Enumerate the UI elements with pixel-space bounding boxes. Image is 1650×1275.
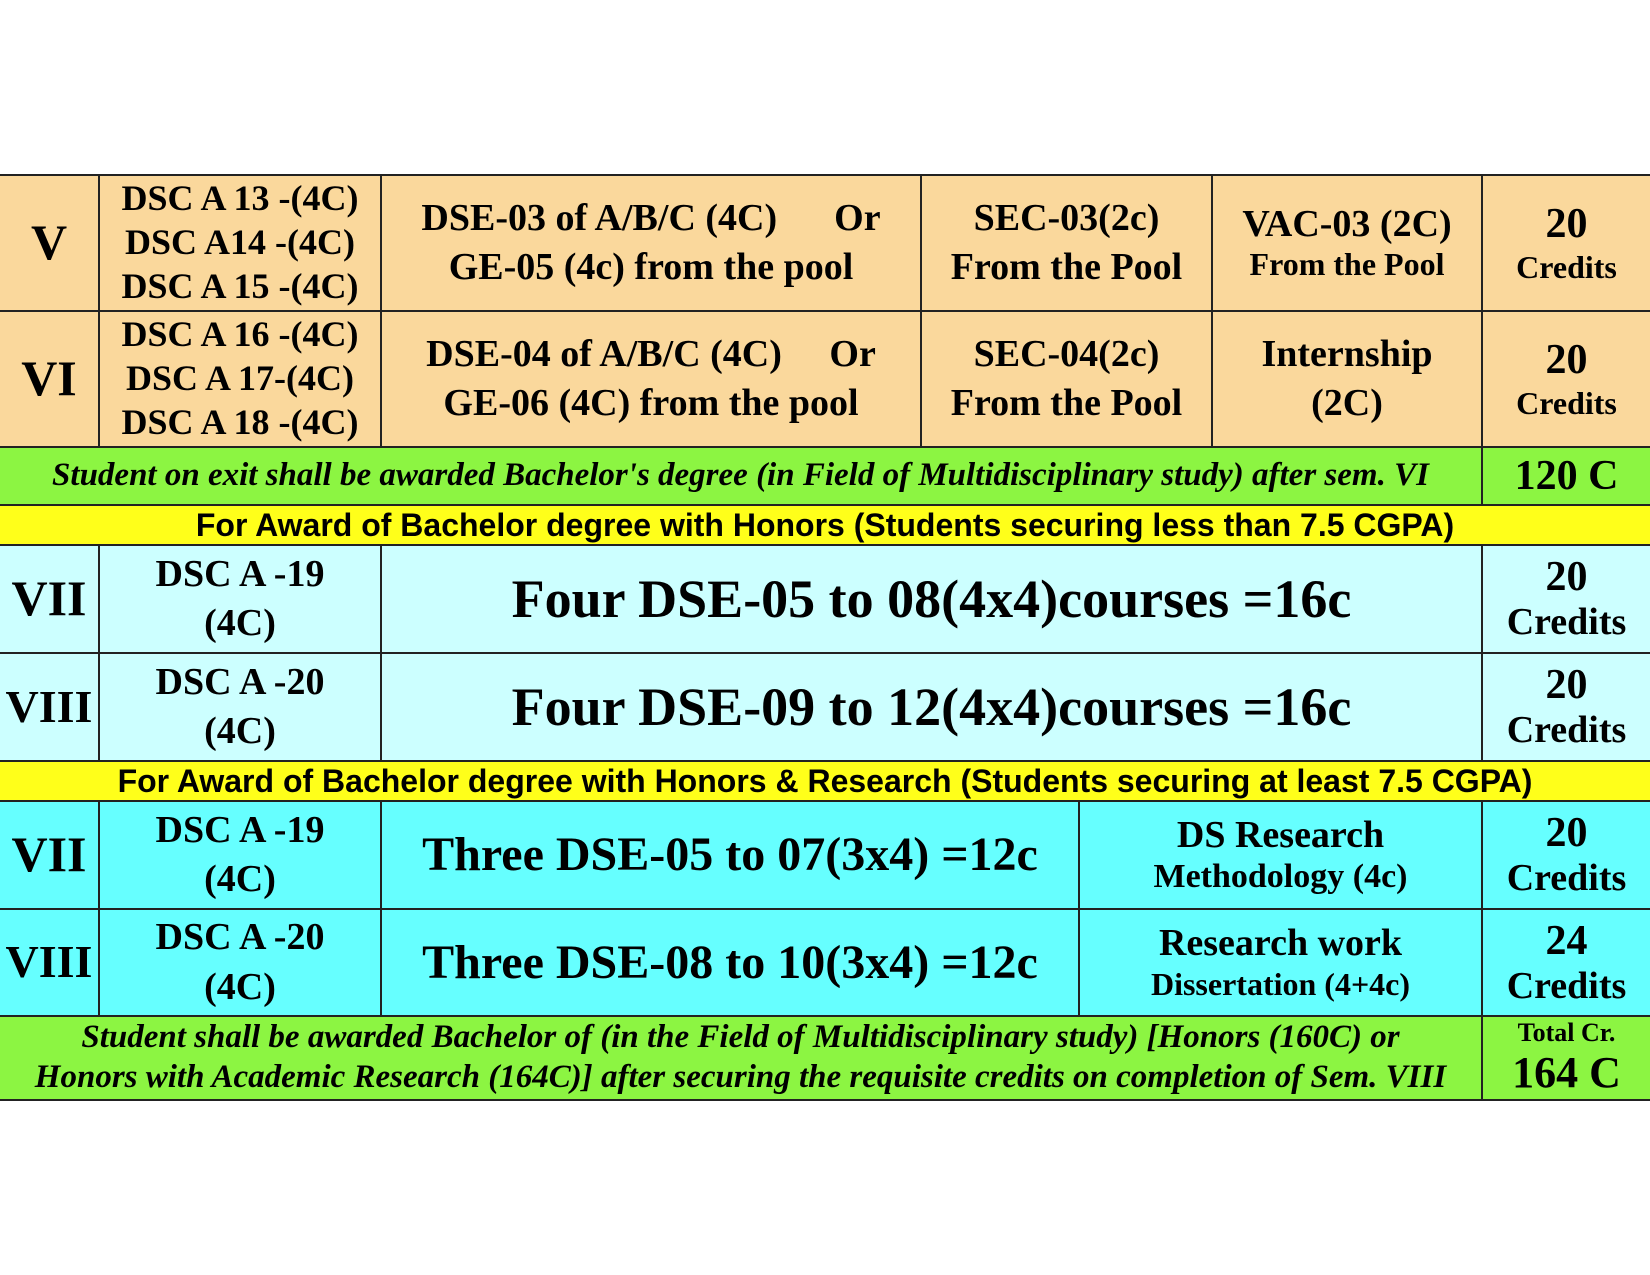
dsc-course <box>100 546 382 652</box>
research-section-header <box>0 760 1650 800</box>
research-band-text: For Award of Bachelor degree with Honors & Research (Students securing at least 7.5 CGPA) <box>117 762 1533 799</box>
credits-number: 24 <box>1545 917 1588 964</box>
credits-number: 20 <box>1545 662 1588 708</box>
semester-viii-label: VIII <box>5 680 93 732</box>
dsc-line: DSC A -20 <box>155 660 325 703</box>
semester-credits <box>1483 176 1650 310</box>
dsc-line: DSC A -20 <box>155 916 325 959</box>
ge-line: GE-05 (4c) from the pool <box>448 246 854 288</box>
sec-pool-line: From the Pool <box>950 246 1183 288</box>
dse-line: DSE-03 of A/B/C (4C) Or <box>421 197 881 240</box>
semester-credits <box>1483 802 1650 908</box>
dsc-courses <box>100 312 382 446</box>
credits-label: Credits <box>1506 709 1627 752</box>
semester-viii-label: VIII <box>5 936 93 988</box>
credits-label: Credits <box>1516 384 1617 421</box>
research-sub-line: Methodology (4c) <box>1153 858 1408 896</box>
semester-vi-label: VI <box>21 350 77 407</box>
dse-courses <box>382 546 1483 652</box>
research-semester-vii-row <box>0 800 1650 908</box>
exit-credits <box>1483 448 1650 504</box>
semester-label <box>0 546 100 652</box>
dsc-course <box>100 802 382 908</box>
sec-line: SEC-04(2c) <box>973 333 1160 376</box>
dsc-line: DSC A 16 -(4C) <box>121 314 359 355</box>
credits-label: Credits <box>1506 601 1627 644</box>
honors-section-header <box>0 504 1650 544</box>
exit-award-statement: Student on exit shall be awarded Bachelor's degree (in Field of Multidisciplinary study) after sem. VI <box>52 457 1429 494</box>
semester-v-label: V <box>30 214 68 271</box>
semester-label <box>0 910 100 1015</box>
sec-line: SEC-03(2c) <box>973 197 1160 240</box>
dse-ge-options <box>382 176 922 310</box>
dse-courses-text: Four DSE-05 to 08(4x4)courses =16c <box>511 568 1352 629</box>
final-award-text <box>0 1017 1483 1099</box>
semester-credits <box>1483 546 1650 652</box>
semester-vi-row <box>0 310 1650 446</box>
semester-vii-label: VII <box>11 826 87 883</box>
sec-pool-line: From the Pool <box>950 382 1183 424</box>
dsc-line: DSC A 18 -(4C) <box>121 401 359 442</box>
exit-award-text <box>0 448 1483 504</box>
sec-course <box>922 312 1213 446</box>
total-credits <box>1483 1017 1650 1099</box>
dse-courses <box>382 802 1080 908</box>
dse-courses-text: Three DSE-08 to 10(3x4) =12c <box>422 935 1038 989</box>
semester-vii-label: VII <box>11 570 87 627</box>
dse-courses-text: Three DSE-05 to 07(3x4) =12c <box>422 828 1038 882</box>
semester-label <box>0 802 100 908</box>
honors-band-text: For Award of Bachelor degree with Honors (Students securing less than 7.5 CGPA) <box>195 506 1455 543</box>
credits-number: 20 <box>1545 201 1588 248</box>
research-semester-viii-row <box>0 908 1650 1015</box>
credits-number: 20 <box>1545 810 1588 856</box>
research-course <box>1080 802 1483 908</box>
semester-credits <box>1483 910 1650 1015</box>
final-award-row <box>0 1015 1650 1101</box>
dsc-credit-line: (4C) <box>204 858 276 900</box>
internship-course <box>1213 312 1483 446</box>
dse-courses <box>382 654 1483 760</box>
semester-label <box>0 312 100 446</box>
sec-course <box>922 176 1213 310</box>
vac-course <box>1213 176 1483 310</box>
ge-line: GE-06 (4C) from the pool <box>443 382 859 424</box>
dsc-courses <box>100 176 382 310</box>
dse-courses-text: Four DSE-09 to 12(4x4)courses =16c <box>511 676 1352 737</box>
dsc-line: DSC A -19 <box>155 808 325 851</box>
total-credits-label: Total Cr. <box>1517 1017 1616 1047</box>
semester-credits <box>1483 312 1650 446</box>
total-credits-value: 164 C <box>1512 1047 1621 1097</box>
credits-label: Credits <box>1506 857 1627 900</box>
internship-line: Internship <box>1261 333 1433 376</box>
credits-label: Credits <box>1516 248 1617 285</box>
internship-credit-line: (2C) <box>1311 382 1383 424</box>
credits-number: 20 <box>1545 554 1588 600</box>
research-sub-line: Dissertation (4+4c) <box>1150 965 1411 1002</box>
dsc-line: DSC A14 -(4C) <box>125 222 355 263</box>
final-award-line: Honors with Academic Research (164C)] after securing the requisite credits on completion of Sem. VIII <box>34 1059 1447 1095</box>
dse-courses <box>382 910 1080 1015</box>
dsc-credit-line: (4C) <box>204 965 276 1008</box>
dsc-credit-line: (4C) <box>204 602 276 644</box>
honors-semester-viii-row <box>0 652 1650 760</box>
exit-award-row <box>0 446 1650 504</box>
dsc-course <box>100 654 382 760</box>
credits-number: 20 <box>1545 337 1588 384</box>
dse-ge-options <box>382 312 922 446</box>
vac-line: VAC-03 (2C) <box>1242 202 1452 245</box>
dsc-course <box>100 910 382 1015</box>
semester-label <box>0 176 100 310</box>
dsc-line: DSC A 13 -(4C) <box>121 178 359 219</box>
vac-pool-line: From the Pool <box>1249 246 1445 283</box>
dsc-credit-line: (4C) <box>204 710 276 752</box>
dse-line: DSE-04 of A/B/C (4C) Or <box>426 333 876 376</box>
dsc-line: DSC A 15 -(4C) <box>121 265 359 306</box>
research-course <box>1080 910 1483 1015</box>
honors-semester-vii-row <box>0 544 1650 652</box>
research-line: DS Research <box>1176 813 1385 856</box>
semester-credits <box>1483 654 1650 760</box>
exit-credits-value: 120 C <box>1514 452 1619 499</box>
semester-label <box>0 654 100 760</box>
research-line: Research work <box>1158 922 1403 965</box>
dsc-line: DSC A -19 <box>155 552 325 595</box>
credits-label: Credits <box>1506 964 1627 1007</box>
dsc-line: DSC A 17-(4C) <box>125 358 354 399</box>
final-award-line: Student shall be awarded Bachelor of (in the Field of Multidisciplinary study) [Honors (160C) or <box>81 1019 1400 1056</box>
semester-v-row <box>0 174 1650 310</box>
